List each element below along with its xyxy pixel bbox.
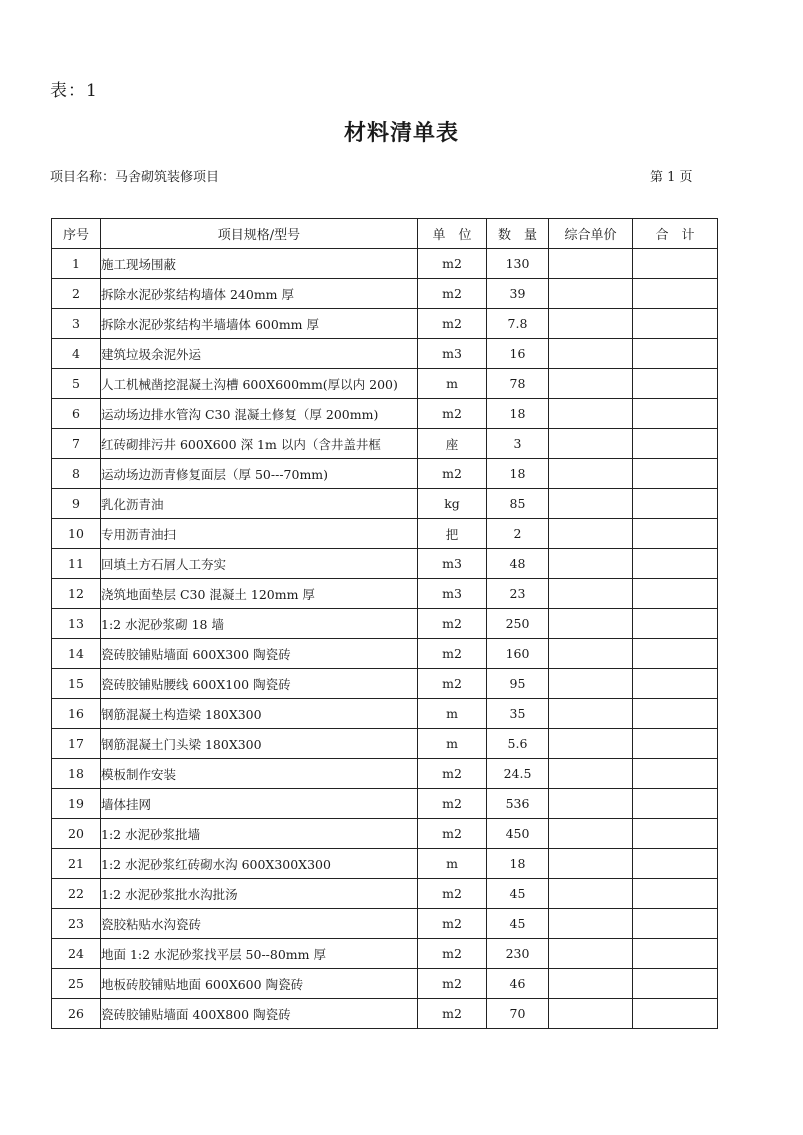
row-number: 25 [52,969,101,999]
item-spec: 瓷砖胶铺贴腰线 600X100 陶瓷砖 [101,669,418,699]
row-number: 9 [52,489,101,519]
table-row [52,729,718,759]
unit-cell: m2 [418,939,487,969]
row-number: 17 [52,729,101,759]
unit-price-cell [549,819,633,849]
item-spec: 1:2 水泥砂浆批水沟批汤 [101,879,418,909]
row-number: 14 [52,639,101,669]
row-number: 8 [52,459,101,489]
quantity-cell: 536 [487,789,549,819]
table-row [52,549,718,579]
quantity-cell: 24.5 [487,759,549,789]
total-cell [633,909,718,939]
unit-cell: m3 [418,549,487,579]
column-header-unit: 单 位 [418,219,487,249]
unit-price-cell [549,309,633,339]
row-number: 12 [52,579,101,609]
table-row [52,279,718,309]
unit-price-cell [549,879,633,909]
item-spec: 墙体挂网 [101,789,418,819]
column-header-spec: 项目规格/型号 [101,219,418,249]
quantity-cell: 250 [487,609,549,639]
unit-price-cell [549,369,633,399]
quantity-cell: 5.6 [487,729,549,759]
item-spec: 瓷砖胶铺贴墙面 600X300 陶瓷砖 [101,639,418,669]
item-spec: 模板制作安装 [101,759,418,789]
total-cell [633,549,718,579]
row-number: 19 [52,789,101,819]
total-cell [633,429,718,459]
row-number: 20 [52,819,101,849]
unit-price-cell [549,549,633,579]
total-cell [633,489,718,519]
table-row [52,669,718,699]
unit-cell: 座 [418,429,487,459]
total-cell [633,729,718,759]
unit-cell: m [418,729,487,759]
row-number: 4 [52,339,101,369]
total-cell [633,249,718,279]
total-cell [633,609,718,639]
total-cell [633,309,718,339]
quantity-cell: 70 [487,999,549,1029]
unit-price-cell [549,609,633,639]
total-cell [633,639,718,669]
row-number: 15 [52,669,101,699]
unit-price-cell [549,339,633,369]
total-cell [633,459,718,489]
quantity-cell: 23 [487,579,549,609]
quantity-cell: 46 [487,969,549,999]
table-row [52,369,718,399]
table-row [52,759,718,789]
unit-cell: m2 [418,819,487,849]
total-cell [633,999,718,1029]
item-spec: 乳化沥青油 [101,489,418,519]
unit-price-cell [549,999,633,1029]
total-cell [633,849,718,879]
unit-price-cell [549,639,633,669]
table-row [52,699,718,729]
total-cell [633,819,718,849]
column-header-qty: 数 量 [487,219,549,249]
quantity-cell: 7.8 [487,309,549,339]
row-number: 18 [52,759,101,789]
unit-price-cell [549,489,633,519]
unit-cell: m2 [418,789,487,819]
table-row [52,879,718,909]
total-cell [633,969,718,999]
table-row [52,339,718,369]
column-header-no: 序号 [52,219,101,249]
table-row [52,849,718,879]
quantity-cell: 18 [487,849,549,879]
item-spec: 钢筋混凝土构造梁 180X300 [101,699,418,729]
row-number: 22 [52,879,101,909]
project-name: 项目名称：马舍砌筑装修项目 [50,170,220,185]
unit-cell: 把 [418,519,487,549]
unit-cell: m2 [418,969,487,999]
quantity-cell: 450 [487,819,549,849]
quantity-cell: 45 [487,909,549,939]
item-spec: 拆除水泥砂浆结构墙体 240mm 厚 [101,279,418,309]
quantity-cell: 2 [487,519,549,549]
total-cell [633,879,718,909]
row-number: 13 [52,609,101,639]
table-row [52,459,718,489]
row-number: 2 [52,279,101,309]
column-header-total: 合 计 [633,219,718,249]
quantity-cell: 95 [487,669,549,699]
page-number: 第 1 页 [650,170,693,185]
item-spec: 施工现场围蔽 [101,249,418,279]
unit-cell: m3 [418,579,487,609]
quantity-cell: 160 [487,639,549,669]
total-cell [633,789,718,819]
unit-price-cell [549,759,633,789]
unit-price-cell [549,849,633,879]
quantity-cell: 230 [487,939,549,969]
total-cell [633,669,718,699]
header-row [52,219,718,249]
unit-price-cell [549,789,633,819]
quantity-cell: 3 [487,429,549,459]
row-number: 21 [52,849,101,879]
unit-cell: m [418,369,487,399]
table-row [52,399,718,429]
table-row [52,309,718,339]
quantity-cell: 18 [487,459,549,489]
unit-cell: m2 [418,669,487,699]
unit-price-cell [549,579,633,609]
materials-table [51,218,718,1029]
quantity-cell: 48 [487,549,549,579]
item-spec: 运动场边沥青修复面层（厚 50---70mm) [101,459,418,489]
table-row [52,579,718,609]
row-number: 6 [52,399,101,429]
table-row [52,639,718,669]
row-number: 10 [52,519,101,549]
unit-price-cell [549,669,633,699]
table-row [52,489,718,519]
unit-price-cell [549,699,633,729]
unit-cell: m2 [418,249,487,279]
unit-price-cell [549,969,633,999]
unit-cell: m2 [418,279,487,309]
document-title: 材料清单表 [343,121,459,146]
unit-cell: m2 [418,459,487,489]
row-number: 1 [52,249,101,279]
table-row [52,609,718,639]
row-number: 26 [52,999,101,1029]
row-number: 16 [52,699,101,729]
table-header [52,219,718,249]
row-number: 7 [52,429,101,459]
row-number: 11 [52,549,101,579]
item-spec: 红砖砌排污井 600X600 深 1m 以内（含井盖井框 [101,429,418,459]
table-row [52,969,718,999]
item-spec: 人工机械凿挖混凝土沟槽 600X600mm(厚以内 200) [101,369,418,399]
unit-price-cell [549,909,633,939]
total-cell [633,369,718,399]
unit-cell: kg [418,489,487,519]
table-row [52,819,718,849]
row-number: 5 [52,369,101,399]
unit-price-cell [549,939,633,969]
table-row [52,939,718,969]
quantity-cell: 16 [487,339,549,369]
unit-price-cell [549,519,633,549]
quantity-cell: 35 [487,699,549,729]
quantity-cell: 85 [487,489,549,519]
unit-cell: m2 [418,309,487,339]
item-spec: 瓷砖胶铺贴墙面 400X800 陶瓷砖 [101,999,418,1029]
table-row [52,909,718,939]
item-spec: 瓷胶粘贴水沟瓷砖 [101,909,418,939]
unit-price-cell [549,249,633,279]
unit-cell: m3 [418,339,487,369]
item-spec: 回填土方石屑人工夯实 [101,549,418,579]
total-cell [633,399,718,429]
unit-price-cell [549,459,633,489]
item-spec: 地板砖胶铺贴地面 600X600 陶瓷砖 [101,969,418,999]
unit-cell: m2 [418,999,487,1029]
column-header-unit-price: 综合单价 [549,219,633,249]
quantity-cell: 78 [487,369,549,399]
unit-cell: m2 [418,609,487,639]
unit-cell: m2 [418,639,487,669]
item-spec: 1:2 水泥砂浆红砖砌水沟 600X300X300 [101,849,418,879]
total-cell [633,759,718,789]
row-number: 23 [52,909,101,939]
item-spec: 钢筋混凝土门头梁 180X300 [101,729,418,759]
table-row [52,249,718,279]
unit-cell: m2 [418,759,487,789]
total-cell [633,519,718,549]
table-row [52,519,718,549]
item-spec: 地面 1:2 水泥砂浆找平层 50--80mm 厚 [101,939,418,969]
item-spec: 拆除水泥砂浆结构半墙墙体 600mm 厚 [101,309,418,339]
unit-price-cell [549,729,633,759]
total-cell [633,939,718,969]
total-cell [633,699,718,729]
unit-cell: m [418,699,487,729]
item-spec: 建筑垃圾余泥外运 [101,339,418,369]
quantity-cell: 18 [487,399,549,429]
item-spec: 运动场边排水管沟 C30 混凝土修复（厚 200mm) [101,399,418,429]
table-number: 表：1 [50,81,98,101]
unit-price-cell [549,429,633,459]
table-body [52,249,718,1029]
item-spec: 1:2 水泥砂浆砌 18 墙 [101,609,418,639]
unit-price-cell [549,279,633,309]
unit-cell: m [418,849,487,879]
total-cell [633,279,718,309]
total-cell [633,339,718,369]
unit-price-cell [549,399,633,429]
unit-cell: m2 [418,399,487,429]
row-number: 3 [52,309,101,339]
item-spec: 浇筑地面垫层 C30 混凝土 120mm 厚 [101,579,418,609]
unit-cell: m2 [418,909,487,939]
total-cell [633,579,718,609]
row-number: 24 [52,939,101,969]
item-spec: 专用沥青油扫 [101,519,418,549]
table-row [52,999,718,1029]
unit-cell: m2 [418,879,487,909]
quantity-cell: 39 [487,279,549,309]
table-row [52,429,718,459]
table-row [52,789,718,819]
quantity-cell: 130 [487,249,549,279]
quantity-cell: 45 [487,879,549,909]
item-spec: 1:2 水泥砂浆批墙 [101,819,418,849]
